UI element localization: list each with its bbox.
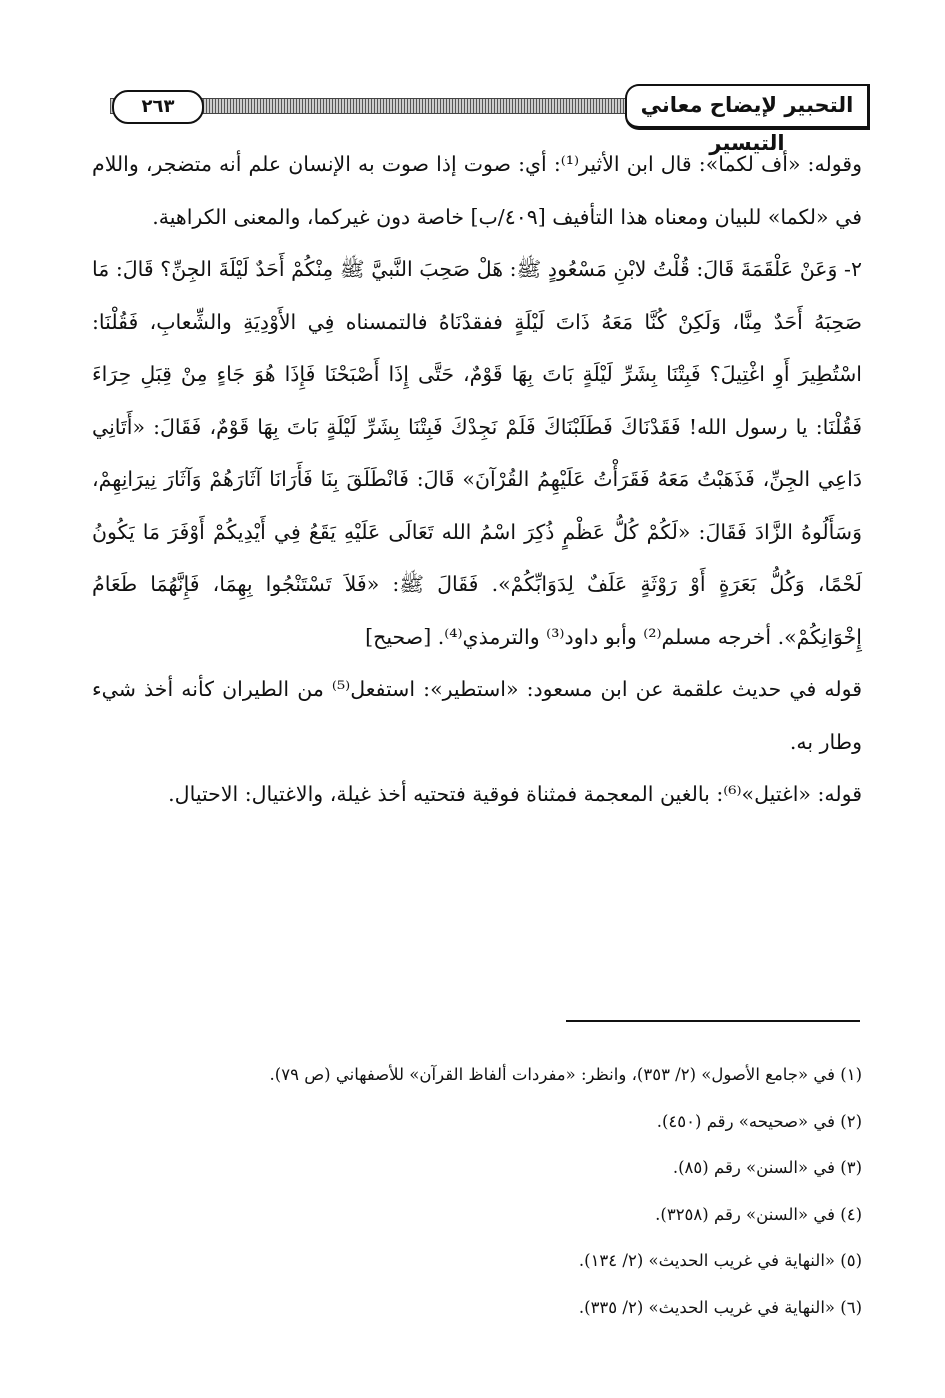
paragraph-commentary-2: قوله في حديث علقمة عن ابن مسعود: «استطير»: استفعل⁽⁵⁾ من الطيران كأنه أخذ شيء وطار به.: [92, 677, 862, 754]
main-text: [92, 138, 862, 821]
footnote-5: (٥) «النهاية في غريب الحديث» (٢/ ١٣٤).: [578, 1251, 862, 1270]
footnote-separator: [566, 1020, 860, 1022]
footnote-6: (٦) «النهاية في غريب الحديث» (٢/ ٣٣٥).: [578, 1297, 862, 1317]
footnote-3: (٣) في «السنن» رقم (٨٥).: [672, 1158, 862, 1177]
paragraph-commentary-1: وقوله: «أف لكما»: قال ابن الأثير⁽¹⁾: أي: صوت إذا صوت به الإنسان علم أنه متضجر، واللام في «لكما» للبيان ومعناه هذا التأفيف [٤٠٩/ب] خاصة دون غيركما، والمعنى الكراهية.: [92, 152, 862, 229]
paragraph-commentary-3: قوله: «اغتيل»⁽⁶⁾: بالغين المعجمة فمثناة فوقية فتحتيه أخذ غيلة، والاغتيال: الاحتيال.: [168, 782, 862, 806]
footnote-2: (٢) في «صحيحه» رقم (٤٥٠).: [656, 1111, 862, 1131]
footnote-4: (٤) في «السنن» رقم (٣٢٥٨).: [655, 1204, 862, 1224]
footnote-1: (١) في «جامع الأصول» (٢/ ٣٥٣)، وانظر: «مفردات ألفاظ القرآن» للأصفهاني (ص ٧٩).: [269, 1065, 862, 1084]
page-number: ٢٦٣: [112, 90, 204, 124]
paragraph-hadith: ٢- وَعَنْ عَلْقَمَةَ قَالَ: قُلْتُ لابْنِ مَسْعُودٍ ﷺ: هَلْ صَحِبَ النَّبيَّ ﷺ مِنْكُمْ أَحَدٌ لَيْلَةَ الجِنِّ؟ قَالَ: مَا صَحِبَهُ أَحَدٌ مِنَّا، وَلَكِنْ كُنَّا مَعَهُ ذَاتَ لَيْلَةٍ ففقدْنَاهُ فالتمسناه فِي الأَوْدِيَةِ والشِّعابِ، فَقُلْنَا: اسْتُطِيرَ أَوِ اغْتِيلَ؟ فَبِتْنَا بِشَرِّ لَيْلَةٍ بَاتَ بِهَا قَوْمٌ، حَتَّى إِذَا أَصْبَحْنَا فَإِذَا هُوَ جَاءٍ مِنْ قِبَلِ حِرَاءَ فَقُلْنَا: يا رسول الله! فَقَدْنَاكَ فَطَلَبْنَاكَ فَلَمْ نَجِدْكَ فَبِتْنَا بِشَرِّ لَيْلَةٍ بَاتَ بِهَا قَوْمٌ، فَقَالَ: «أَتَانِي دَاعِي الجِنِّ، فَذَهَبْتُ مَعَهُ فَقَرَأْتُ عَلَيْهِمُ القُرْآنَ» قَالَ: فَانْطَلَقَ بِنَا فَأَرَانَا آثَارَهُمْ وَآثَارَ نِيرَانِهِمْ، وَسَأَلُوهُ الزَّادَ فَقَالَ: «لَكُمْ كُلُّ عَظْمٍ ذُكِرَ اسْمُ الله تَعَالَى عَلَيْهِ يَقَعُ فِي أَيْدِيكُمْ أَوْفَرَ مَا يَكُونُ لَحْمًا، وَكُلُّ بَعَرَةٍ أَوْ رَوْثَةٍ عَلَفٌ لِدَوَابِّكُمْ». فَقَالَ ﷺ: «فَلاَ تَسْتَنْجُوا بِهِمَا، فَإِنَّهُمَا طَعَامُ إِخْوَانِكُمْ». أخرجه مسلم⁽²⁾ وأبو داود⁽³⁾ والترمذي⁽⁴⁾. [صحيح]: [92, 257, 862, 649]
running-header: [90, 84, 870, 155]
book-title: التحبير لإيضاح معاني التيسير: [625, 84, 870, 130]
footnotes: [92, 1052, 862, 1331]
